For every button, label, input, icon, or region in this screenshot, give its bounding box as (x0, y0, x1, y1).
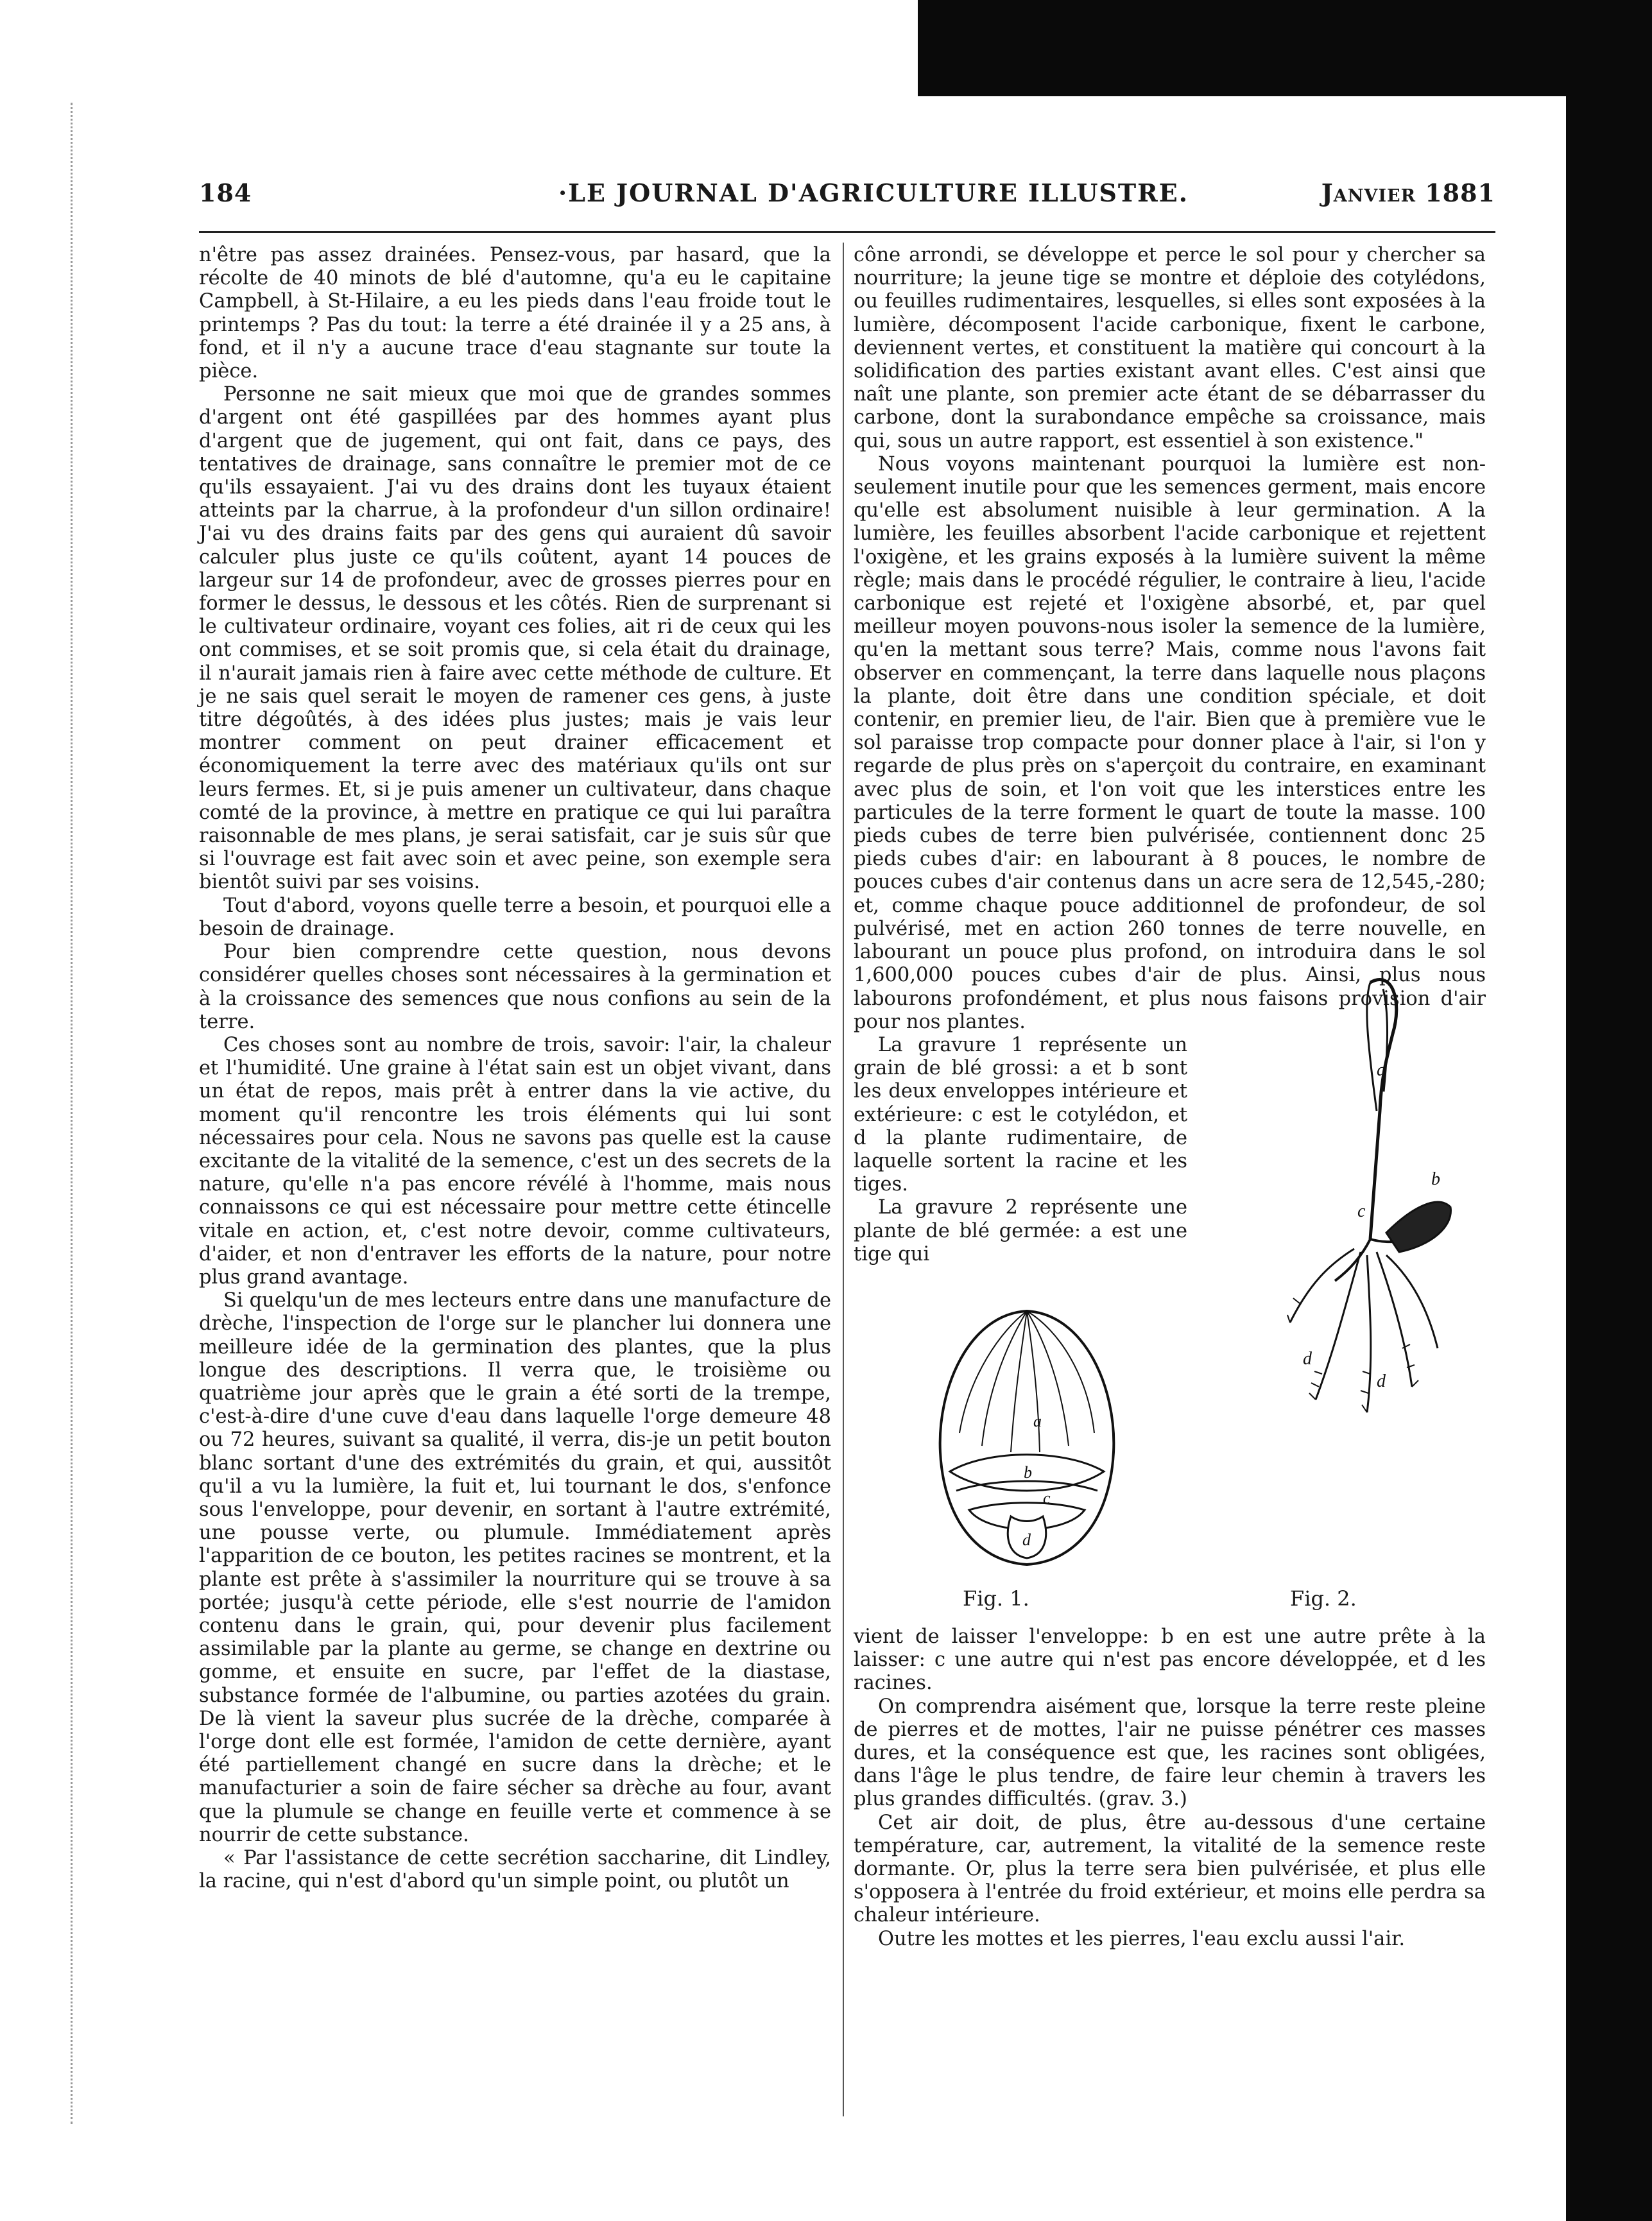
paragraph: « Par l'assistance de cette secrétion saccharine, dit Lindley, la racine, qui n'est d'abord qu'un simple point, ou plutôt un (199, 1847, 831, 1893)
fig1-label-d: d (1022, 1530, 1031, 1549)
paragraph: Nous voyons maintenant pourquoi la lumière est non-seulement inutile pour que les semences germent, mais encore qu'elle est absolument nuisible à leur germination. A la lumière, les feuilles absorbent l'acide carbonique et rejettent l'oxigène, et les grains exposés à la lumière suivent la même règle; mais dans le procédé régulier, le contraire à lieu, l'acide carbonique est rejeté et l'oxigène absorbé, et, par quel meilleur moyen pouvons-nous isoler la semence de la lumière, qu'en la mettant sous terre? Mais, comme nous l'avons fait observer en commençant, la terre dans laquelle nous plaçons la plante, doit être dans une condition spéciale, et doit contenir, en premier lieu, de l'air. Bien que à première vue le sol paraisse trop compacte pour donner place à l'air, si l'on y regarde de plus près on s'aperçoit du contraire, en examinant avec plus de soin, et l'on voit que les interstices entre les particules de la terre forment le quart de toute la masse. 100 pieds cubes de terre bien pulvérisée, contiennent donc 25 pieds cubes d'air: en labourant à 8 pouces, le nombre de pouces cubes d'air contenus dans un acre sera de 12,545,-280; et, comme chaque pouce additionnel de profondeur, de sol pulvérisé, met en action 260 tonnes de terre nouvelle, en labourant un pouce plus profond, on introduira dans le sol 1,600,000 pouces cubes d'air de plus. Ainsi, plus nous labourons profondément, et plus nous faisons provision d'air pour nos plantes. (854, 452, 1486, 1033)
fig2-label-d2: d (1377, 1371, 1386, 1391)
page-binding-edge (71, 103, 98, 2124)
fig1-label-c: c (1043, 1488, 1051, 1507)
scan-dark-border-top (918, 0, 1652, 96)
paragraph: Pour bien comprendre cette question, nous devons considérer quelles choses sont nécessaires à la germination et à la croissance des semences que nous confions au sein de la terre. (199, 941, 831, 1033)
paragraph: Ces choses sont au nombre de trois, savoir: l'air, la chaleur et l'humidité. Une graine à l'état sain est un objet vivant, dans un état de repos, mais prêt à entrer dans la vie active, du moment qu'il rencontre les trois éléments qui lui sont nécessaires pour cela. Nous ne savons pas quelle est la cause excitante de la vitalité de la semence, c'est un des secrets de la nature, qu'elle n'a pas encore révélé à l'homme, mais nous connaissons ce qui est nécessaire pour mettre cette étincelle vitale en action, et, c'est notre devoir, comme cultivateurs, d'aider, et non d'entraver les efforts de la nature, pour notre plus grand avantage. (199, 1033, 831, 1289)
paragraph: n'être pas assez drainées. Pensez-vous, par hasard, que la récolte de 40 minots de blé d'automne, qu'a eu le capitaine Campbell, à St-Hilaire, a eu les pieds dans l'eau froide tout le printemps ? Pas du tout: la terre a été drainée il y a 25 ans, à fond, et il n'y a aucune trace d'eau stagnante sur toute la pièce. (199, 244, 831, 383)
fig2-caption: Fig. 2. (1290, 1586, 1357, 1611)
newspaper-page (199, 160, 1495, 2182)
paragraph: La gravure 1 représente un grain de blé grossi: a et b sont les deux enveloppes intérieure et extérieure: c est le cotylédon, et d la plante rudimentaire, de laquelle sortent la racine et les tiges. (854, 1033, 1187, 1196)
paragraph: cône arrondi, se développe et perce le sol pour y chercher sa nourriture; la jeune tige se montre et déploie des cotylédons, ou feuilles rudimentaires, lesquelles, si elles sont exposées à la lumière, décomposent l'acide carbonique, fixent le carbone, deviennent vertes, et constituent la matière qui concourt à la solidification des parties existant avant elles. C'est ainsi que naît une plante, son premier acte étant de se débarrasser du carbone, dont la surabondance empêche sa croissance, mais qui, sous un autre rapport, est essentiel à son existence." (854, 244, 1486, 452)
figures-area (854, 1266, 1486, 1625)
wheat-grain-illustration (931, 1305, 1123, 1574)
paragraph: On comprendra aisément que, lorsque la terre reste pleine de pierres et de mottes, l'air ne puisse pénétrer ces masses dures, et la conséquence est que, les racines sont obligées, dans l'âge le plus tendre, de faire leur chemin à travers les plus grandes difficultés. (grav. 3.) (854, 1695, 1486, 1811)
right-column (854, 244, 1486, 1951)
fig1-label-b: b (1024, 1462, 1032, 1482)
issue-date: Janvier 1881 (1321, 178, 1495, 207)
header-rule (199, 231, 1495, 233)
paragraph: La gravure 2 représente une plante de blé germée: a est une tige qui (854, 1196, 1187, 1265)
page-header (199, 160, 1495, 207)
paragraph: Si quelqu'un de mes lecteurs entre dans une manufacture de drèche, l'inspection de l'orge sur le plancher lui donnera une meilleure idée de la germination des plantes, que la plus longue des descriptions. Il verra que, le troisième ou quatrième jour après que le grain a été sorti de la trempe, c'est-à-dire d'une cuve d'eau dans laquelle l'orge demeure 48 ou 72 heures, suivant sa qualité, il verra, dis-je un petit bouton blanc sortant d'une des extrémités du grain, et qui, aussitôt qu'il a vu la lumière, la fuit et, lui tournant le dos, s'enfonce sous l'enveloppe, pour devenir, en sortant à l'autre extrémité, une pousse verte, ou plumule. Immédiatement après l'apparition de ce bouton, les petites racines se montrent, et la plante est prête à s'assimiler la nourriture qui se trouve à sa portée; jusqu'à cette période, elle s'est nourrie de l'amidon contenu dans le grain, qui, pour devenir plus facilement assimilable par la plante au germe, se change en dextrine ou gomme, et ensuite en sucre, par l'effet de la diastase, substance formée de l'albumine, ou parties azotées du grain. De là vient la saveur plus sucrée de la drèche, comparée à l'orge dont elle est formée, l'amidon de cette dernière, ayant été partiellement changé en sucre dans la drèche; et le manufacturier a soin de faire sécher sa drèche au four, avant que la plumule se change en feuille verte et commence à se nourrir de cette substance. (199, 1289, 831, 1846)
fig2-label-a: a (1377, 1059, 1386, 1080)
fig1-caption: Fig. 1. (963, 1586, 1029, 1611)
fig1-label-a: a (1033, 1411, 1042, 1430)
column-divider (843, 243, 844, 2116)
journal-title: ·LE JOURNAL D'AGRICULTURE ILLUSTRE. (558, 178, 1189, 207)
paragraph: Cet air doit, de plus, être au-dessous d'une certaine température, car, autrement, la vitalité de la semence reste dormante. Or, plus la terre sera bien pulvérisée, et plus elle s'opposera à l'entrée du froid extérieur, et moins elle perdra sa chaleur intérieure. (854, 1811, 1486, 1927)
paragraph: vient de laisser l'enveloppe: b en est une autre prête à la laisser: c une autre qui n'est pas encore développée, et d les racines. (854, 1625, 1486, 1695)
figure-block (854, 1034, 1486, 1625)
page-number: 184 (199, 178, 252, 207)
figure-description (854, 1034, 1187, 1266)
paragraph: Personne ne sait mieux que moi que de grandes sommes d'argent ont été gaspillées par des hommes ayant plus d'argent que de jugement, qui ont fait, dans ce pays, des tentatives de drainage, sans connaître le premier mot de ce qu'ils essayaient. J'ai vu des drains dont les tuyaux étaient atteints par la charrue, à la profondeur d'un sillon ordinaire! J'ai vu des drains faits par des gens qui auraient dû savoir calculer plus juste ce qu'ils coûtent, ayant 14 pouces de largeur sur 14 de profondeur, avec de grosses pierres pour en former le dessus, le dessous et les côtés. Rien de surprenant si le cultivateur ordinaire, voyant ces folies, ait ri de ceux qui les ont commises, et se soit promis que, si cela était du drainage, il n'aurait jamais rien à faire avec cette méthode de culture. Et je ne sais quel serait le moyen de ramener ces gens, à juste titre dégoûtés, à des idées plus justes; mais je vais leur montrer comment on peut drainer efficacement et économiquement la terre avec des matériaux qu'ils ont sur leurs fermes. Et, si je puis amener un cultivateur, dans chaque comté de la province, à mettre en pratique ce qui lui paraîtra raisonnable de mes plans, je serai satisfait, car je suis sûr que si l'ouvrage est fait avec soin et avec peine, son exemple sera bientôt suivi par ses voisins. (199, 383, 831, 894)
fig2-label-b: b (1431, 1169, 1440, 1189)
left-column (199, 244, 831, 1893)
fig2-label-c: c (1357, 1201, 1366, 1221)
paragraph: Outre les mottes et les pierres, l'eau exclu aussi l'air. (878, 1927, 1406, 1950)
paragraph: Tout d'abord, voyons quelle terre a besoin, et pourquoi elle a besoin de drainage. (199, 894, 831, 940)
scan-dark-border-right (1566, 0, 1652, 2221)
fig2-label-d: d (1303, 1348, 1312, 1369)
